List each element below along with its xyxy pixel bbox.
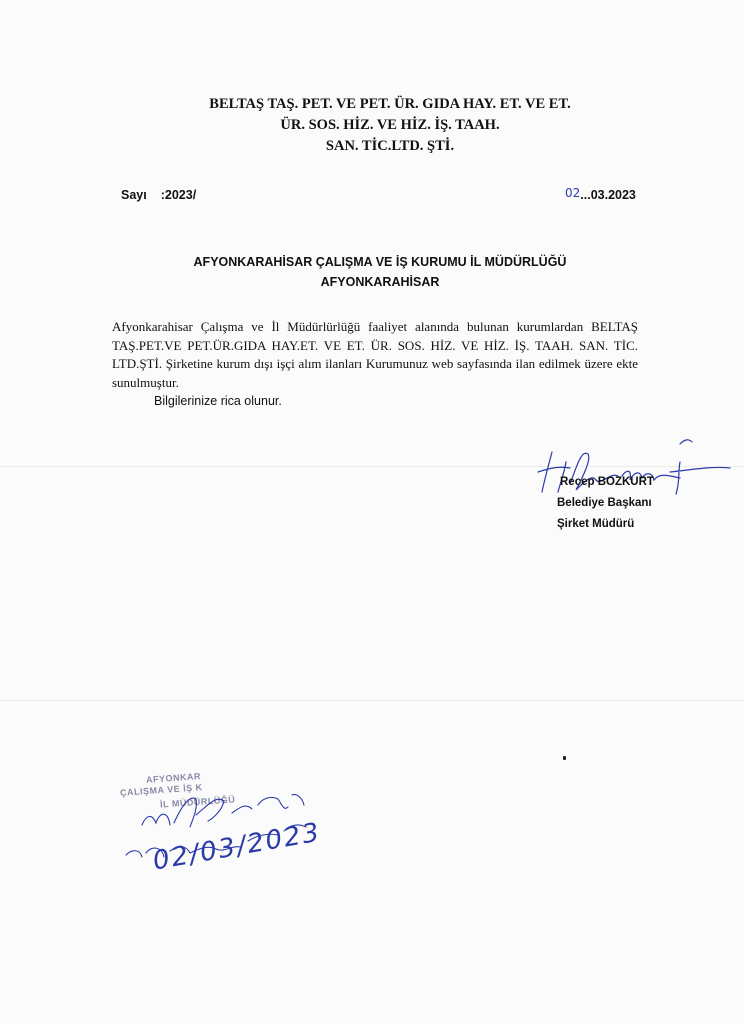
letter-body — [112, 318, 638, 411]
handwritten-day: 02 — [565, 186, 581, 200]
recipient — [160, 252, 600, 292]
letterhead-line-1: BELTAŞ TAŞ. PET. VE PET. ÜR. GIDA HAY. ET. VE ET. — [209, 96, 571, 112]
reference-number — [121, 188, 196, 202]
recipient-line-2: AFYONKARAHİSAR — [320, 275, 440, 289]
reference-value: :2023/ — [160, 188, 197, 202]
stamp-date: 02/03/2023 — [150, 817, 324, 877]
letterhead — [190, 94, 590, 157]
document-date — [565, 188, 636, 202]
signatory-title-2: Şirket Müdürü — [557, 518, 635, 530]
reference-label: Sayı — [121, 188, 147, 202]
stamp-line-3: İL MÜDÜRLÜĞÜ — [159, 794, 236, 810]
stamp-line-1: AFYONKAR — [145, 771, 202, 785]
stamp-line-2: ÇALIŞMA VE İŞ K — [119, 782, 203, 798]
recipient-line-1: AFYONKARAHİSAR ÇALIŞMA VE İŞ KURUMU İL MÜDÜRLÜĞÜ — [193, 255, 567, 269]
signatory-name: Recep BOZKURT — [560, 476, 654, 488]
paper-fold-line — [0, 700, 744, 701]
letterhead-line-3: SAN. TİC.LTD. ŞTİ. — [325, 138, 455, 154]
ink-mark — [563, 756, 566, 760]
closing-line: Bilgilerinize rica olunur. — [154, 394, 282, 408]
letterhead-line-2: ÜR. SOS. HİZ. VE HİZ. İŞ. TAAH. — [280, 117, 500, 133]
signatory-title-1: Belediye Başkanı — [557, 497, 652, 509]
printed-date: ...03.2023 — [580, 188, 636, 202]
body-paragraph: Afyonkarahisar Çalışma ve İl Müdürlürlüğü faaliyet alanında bulunan kurumlardan BELTAŞ TAŞ.PET.VE PET.ÜR.GIDA HAY.ET. VE ET. ÜR. SOS. HİZ. VE HİZ. İŞ. TAAH. SAN. TİC. LTD.ŞTİ. Şirketine kurum dışı işçi alım ilanları Kurumunuz web sayfasında ilan edilmek üzere ekte sunulmuştur. — [112, 319, 638, 390]
signatory-block — [542, 472, 654, 535]
